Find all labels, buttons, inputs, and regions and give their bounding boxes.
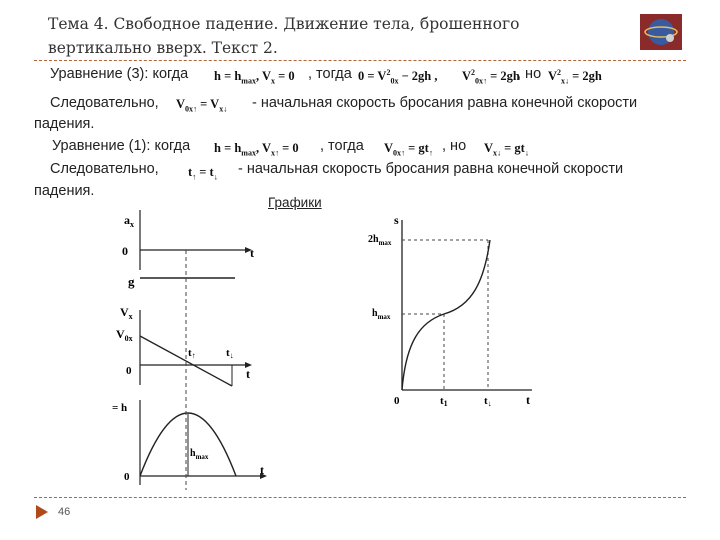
vx-t-down: t↓ bbox=[226, 347, 234, 360]
line1-but: , но bbox=[517, 66, 542, 82]
ax-zero: 0 bbox=[122, 244, 128, 258]
h-label: = h bbox=[112, 402, 128, 414]
line1-prefix: Уравнение (3): когда bbox=[50, 66, 189, 82]
ax-label: $a_x$ bbox=[124, 213, 134, 229]
formula-t-equal: $t_↑ = t_↓$ bbox=[188, 165, 218, 182]
page-arrow-icon bbox=[36, 505, 48, 519]
formula-h-hmax-2: $h = h_{max}$, $V_{x↑} = 0$ bbox=[214, 141, 299, 158]
line3-but: , но bbox=[442, 138, 467, 154]
line1-then: , тогда bbox=[308, 66, 352, 82]
formula-h-hmax: $h = h_{max}$, $V_x = 0$ bbox=[214, 69, 295, 86]
formula-gt-down: $V_{x↓} = gt_↓$ bbox=[484, 141, 529, 158]
distance-graph bbox=[362, 212, 542, 412]
t1-label: t1 bbox=[440, 395, 448, 408]
t2-label: t↓ bbox=[484, 395, 492, 408]
h-max-label: $h_{max}$ bbox=[190, 448, 209, 461]
line4-rest: - начальная скорость бросания равна конечной скорости bbox=[238, 161, 624, 177]
s-zero: 0 bbox=[394, 395, 400, 407]
vx-label: $V_x$ bbox=[120, 305, 133, 321]
s-t: t bbox=[526, 393, 530, 407]
line2-cont: падения. bbox=[34, 116, 95, 132]
kinematics-graphs-left bbox=[100, 210, 280, 492]
v0x-label: $V_{0x}$ bbox=[116, 327, 133, 343]
formula-gt: $V_{0x↑} = gt_↑$ bbox=[384, 141, 433, 158]
logo-icon bbox=[640, 14, 682, 50]
header-divider bbox=[34, 60, 686, 61]
g-label: g bbox=[128, 274, 135, 289]
graphs-heading: Графики bbox=[268, 195, 322, 210]
two-hmax-label: $2h_{max}$ bbox=[368, 234, 392, 247]
line4-cont: падения. bbox=[34, 183, 95, 199]
ax-t: t bbox=[250, 246, 254, 260]
hmax-label: $h_{max}$ bbox=[372, 308, 391, 321]
formula-v0x-sq: $V^2_{0x↑} = 2gh$ bbox=[462, 68, 520, 86]
line2-rest: - начальная скорость бросания равна конечной скорости bbox=[252, 95, 638, 111]
vx-t: t bbox=[246, 367, 250, 381]
vx-t-up: t↑ bbox=[188, 347, 196, 360]
footer-divider bbox=[34, 497, 686, 498]
slide-title: Тема 4. Свободное падение. Движение тела, брошенного вертикально вверх. Текст 2. bbox=[48, 15, 520, 57]
s-label: s bbox=[394, 213, 399, 227]
vx-zero: 0 bbox=[126, 365, 132, 377]
formula-vx-sq: $V^2_{x↓} = 2gh$ bbox=[548, 68, 602, 86]
line4-prefix: Следовательно, bbox=[50, 161, 159, 177]
line3-then: , тогда bbox=[320, 138, 364, 154]
formula-energy: $0 = V^2_{0x} - 2gh$ , bbox=[358, 68, 438, 86]
line2-prefix: Следовательно, bbox=[50, 95, 159, 111]
h-zero: 0 bbox=[124, 471, 130, 483]
s-curve bbox=[402, 240, 490, 390]
line3-prefix: Уравнение (1): когда bbox=[52, 138, 191, 154]
page-number: 46 bbox=[58, 506, 71, 518]
h-t: t bbox=[260, 463, 264, 477]
formula-v-equal: $V_{0x↑} = V_{x↓}$ bbox=[176, 97, 228, 114]
